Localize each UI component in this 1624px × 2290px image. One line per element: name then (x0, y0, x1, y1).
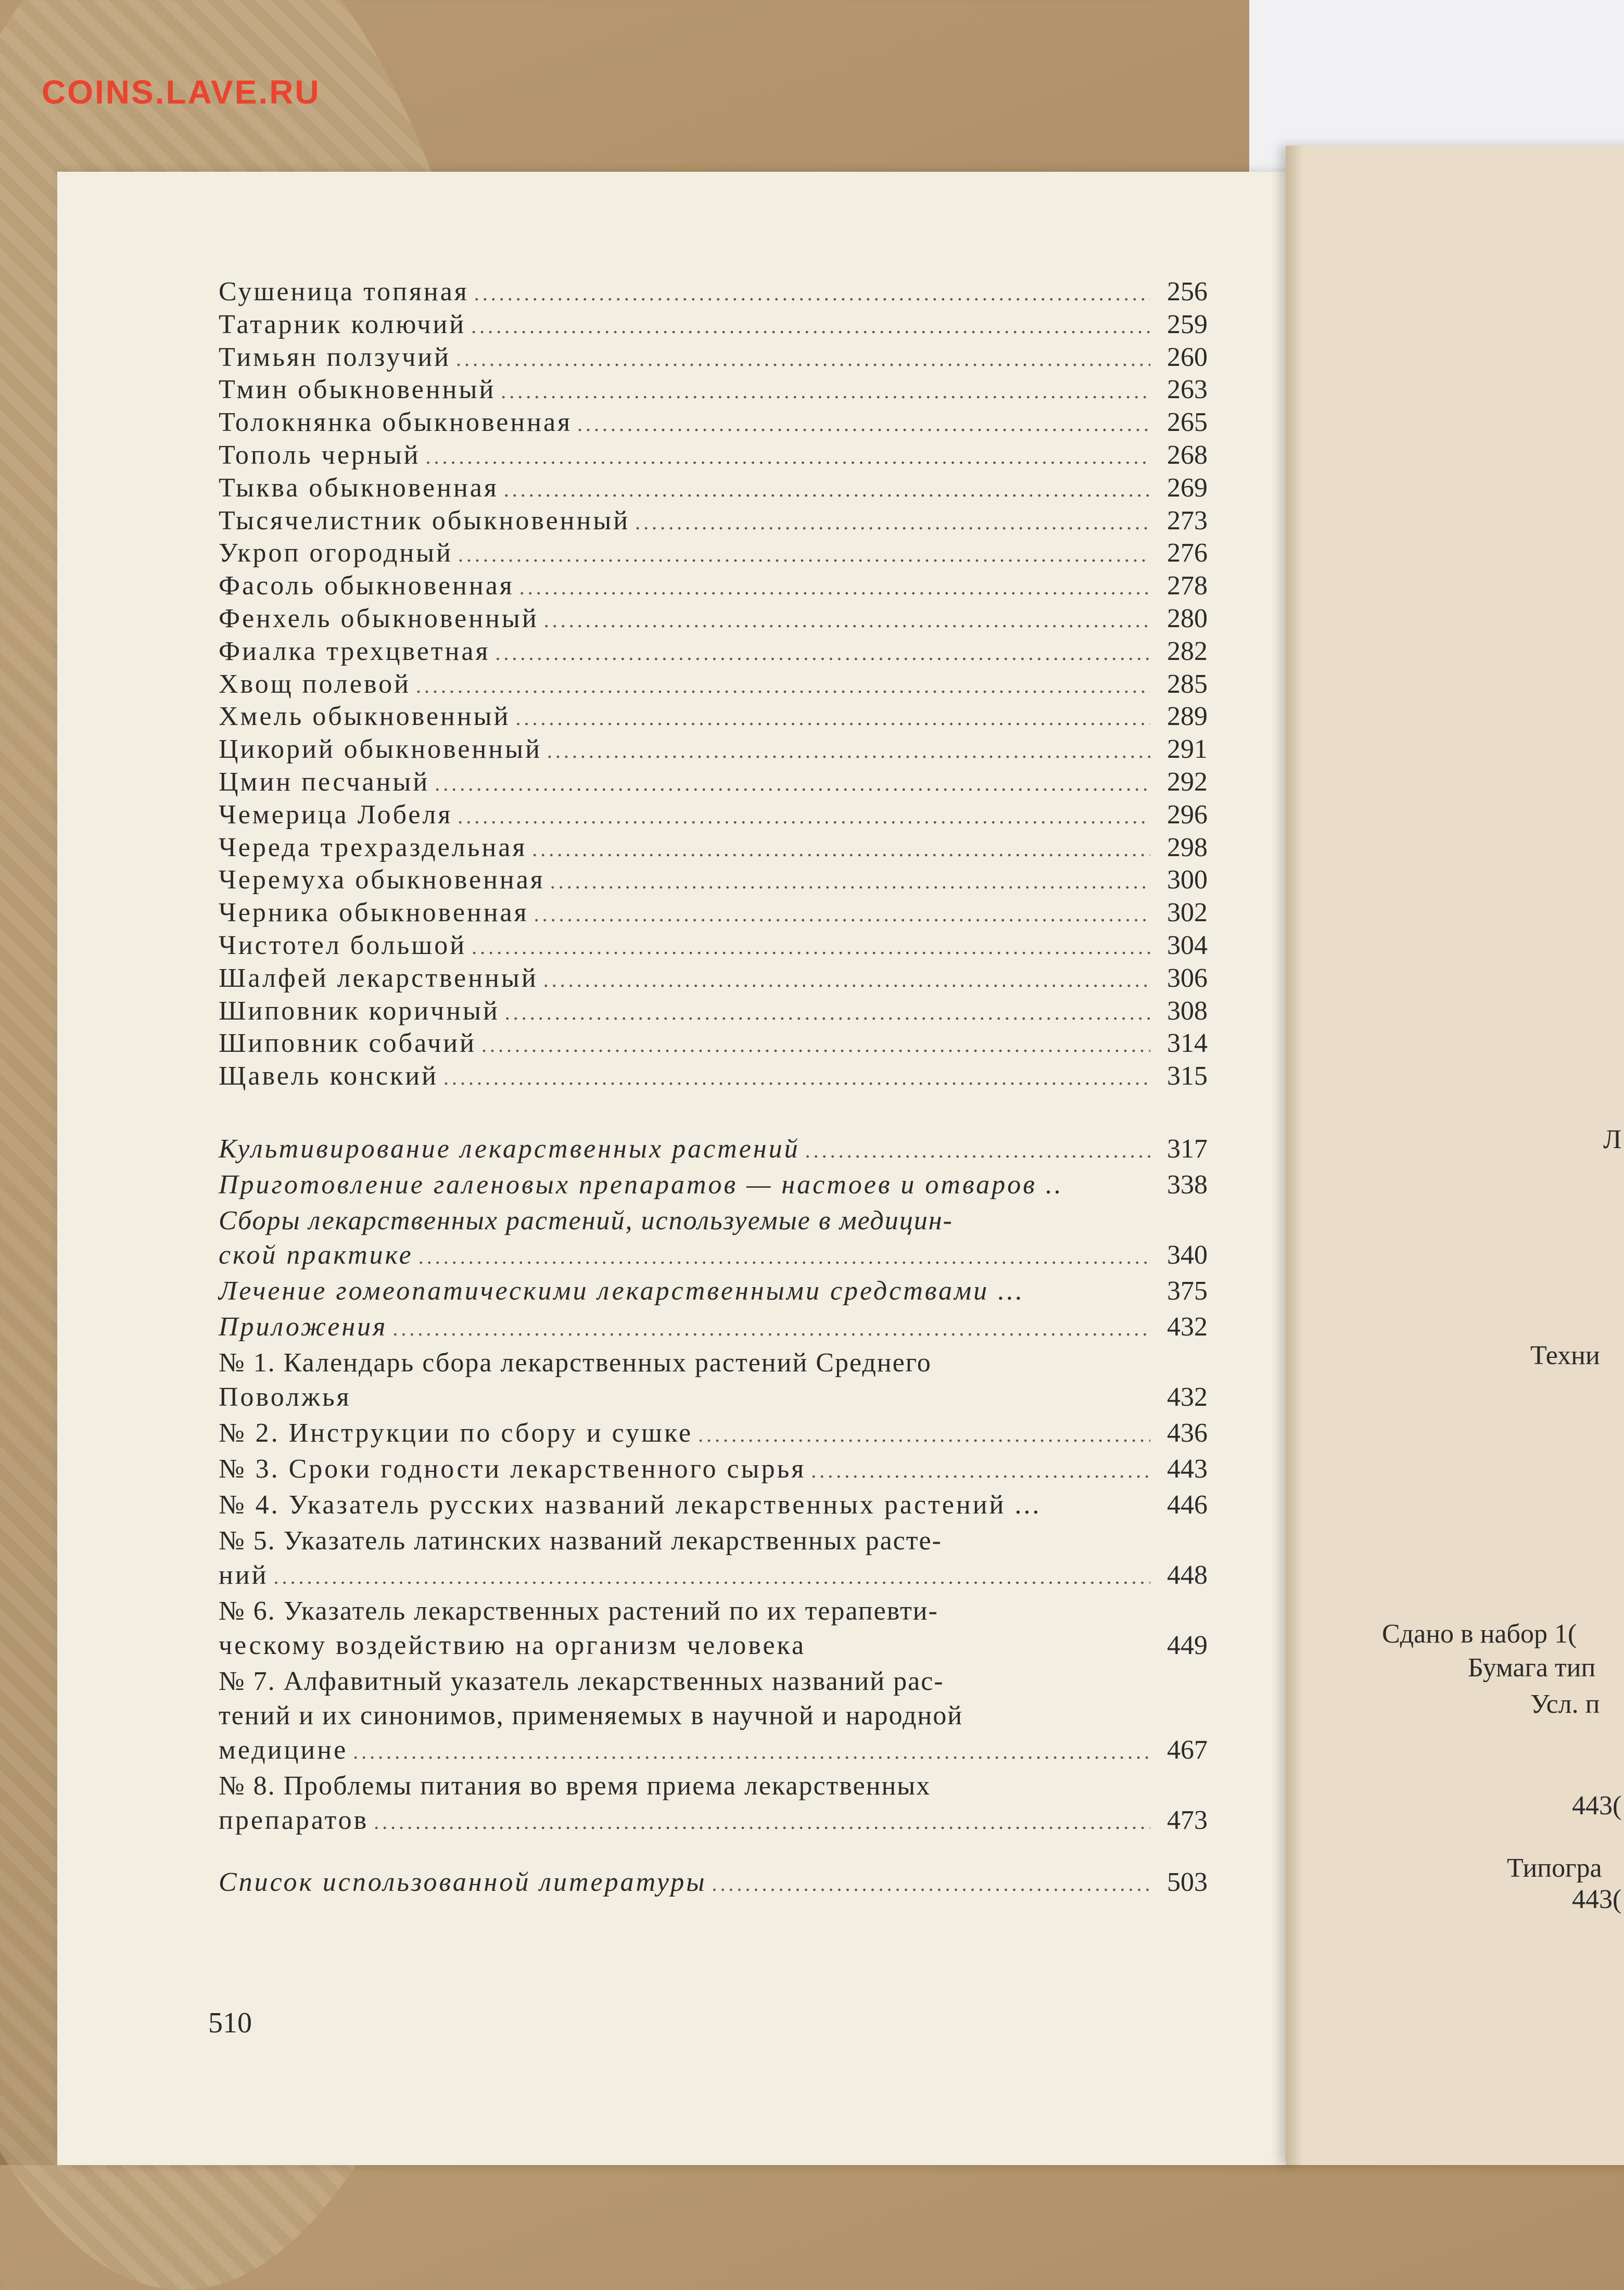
toc-entry-page: 276 (1167, 538, 1208, 568)
dot-leader (519, 571, 1150, 604)
appendix-page: 449 (1167, 1631, 1208, 1660)
dot-leader (495, 637, 1150, 670)
toc-entry-page: 315 (1167, 1061, 1208, 1091)
dot-leader (532, 833, 1150, 866)
toc-entry-name: Тимьян ползучий (219, 342, 451, 372)
toc-entry-page: 285 (1167, 669, 1208, 699)
appendix-page: 473 (1167, 1805, 1208, 1835)
appendix-title-line2: ний (219, 1560, 269, 1590)
dot-leader (353, 1735, 1150, 1769)
appendix-title-line2: Поволжья (219, 1382, 351, 1412)
toc-row (219, 374, 1208, 406)
toc-entry-name: Тмин обыкновенный (219, 375, 496, 405)
dot-leader (805, 1134, 1150, 1168)
toc-row (219, 962, 1208, 995)
dot-leader (481, 1029, 1150, 1062)
toc-entry-name: Хмель обыкновенный (219, 702, 511, 732)
toc-entry-page: 263 (1167, 375, 1208, 405)
appendix-row (219, 1452, 1208, 1488)
dot-leader (374, 1805, 1150, 1839)
toc-row (219, 864, 1208, 897)
appendix-page: 446 (1167, 1490, 1208, 1520)
toc-entry-name: Фенхель обыкновенный (219, 603, 539, 633)
toc-entry-page: 302 (1167, 898, 1208, 928)
toc-row (219, 1027, 1208, 1060)
toc-entry-name: Толокнянка обыкновенная (219, 408, 572, 438)
dot-leader (544, 604, 1150, 637)
appendix-row (219, 1733, 1208, 1769)
dot-leader (435, 768, 1150, 800)
toc-section-row (219, 1132, 1208, 1168)
appendix-row (219, 1416, 1208, 1452)
toc-row (219, 799, 1208, 832)
dot-leader (501, 375, 1150, 408)
toc-entry-name: Сушеница топяная (219, 277, 469, 307)
dot-leader (698, 1418, 1150, 1452)
toc-entry-name: Фиалка трехцветная (219, 636, 490, 666)
dot-leader (458, 539, 1150, 571)
toc-section-row (219, 1168, 1208, 1204)
right-page-fragment: Техни (1530, 1341, 1600, 1370)
right-page-fragment: Усл. п (1530, 1689, 1600, 1719)
toc-entry-page: 269 (1167, 473, 1208, 503)
toc-entry-name: Татарник колючий (219, 309, 466, 339)
dot-leader (515, 702, 1150, 735)
appendix-title: № 3. Сроки годности лекарственного сырья (219, 1454, 806, 1484)
section-title: Культивирование лекарственных растений (219, 1134, 800, 1164)
appendix-page: 443 (1167, 1454, 1208, 1484)
toc-entry-page: 256 (1167, 277, 1208, 307)
toc-entry-page: 306 (1167, 963, 1208, 993)
right-page-fragment: Бумага тип (1468, 1653, 1596, 1683)
right-page-fragment: 443( (1572, 1791, 1622, 1821)
dot-leader (504, 474, 1150, 506)
dot-leader (577, 408, 1150, 441)
appendix-row (219, 1629, 1208, 1664)
toc-entry-name: Хвощ полевой (219, 669, 411, 699)
toc-entry-page: 259 (1167, 309, 1208, 339)
section-title: Приложения (219, 1312, 388, 1342)
dot-leader (418, 1240, 1150, 1274)
dot-leader (472, 931, 1150, 964)
toc-entry-page: 289 (1167, 702, 1208, 732)
section-title: Лечение гомеопатическими лекарственными средствами ... (219, 1276, 1025, 1306)
toc-row (219, 733, 1208, 766)
toc-entry-name: Цикорий обыкновенный (219, 734, 542, 765)
toc-entry-page: 292 (1167, 767, 1208, 797)
toc-row (219, 472, 1208, 505)
toc-entry-name: Чемерица Лобеля (219, 799, 453, 830)
toc-entry-page: 300 (1167, 865, 1208, 895)
toc-entry-page: 296 (1167, 799, 1208, 830)
toc-row (219, 505, 1208, 538)
toc-entry-name: Фасоль обыкновенная (219, 571, 514, 601)
dot-leader (534, 898, 1150, 931)
appendix-title-line2: ческому воздействию на организм человека (219, 1631, 806, 1660)
toc-row (219, 570, 1208, 603)
toc-entry-page: 298 (1167, 832, 1208, 862)
dot-leader (416, 670, 1150, 703)
toc-entry-page: 282 (1167, 636, 1208, 666)
appendix-row (219, 1380, 1208, 1416)
toc-row (219, 439, 1208, 472)
appendix-title-line1: № 8. Проблемы питания во время приема лекарственных (219, 1771, 931, 1801)
toc-entry-name: Цмин песчаный (219, 767, 430, 797)
toc-row (219, 341, 1208, 374)
toc-row (219, 309, 1208, 341)
toc-entry-page: 308 (1167, 996, 1208, 1026)
appendix-title-line2: тений и их синонимов, применяемых в научной и народной (219, 1701, 963, 1731)
toc-entry-name: Укроп огородный (219, 538, 453, 568)
toc-entry-page: 291 (1167, 734, 1208, 765)
toc-entry-name: Шиповник собачий (219, 1028, 476, 1059)
dot-leader (550, 866, 1150, 898)
appendix-title-line3: медицине (219, 1735, 348, 1765)
dot-leader (273, 1560, 1150, 1594)
literature-title: Список использованной литературы (219, 1867, 707, 1897)
toc-row (219, 701, 1208, 733)
right-page-fragment: Л (1603, 1125, 1622, 1154)
dot-leader (392, 1312, 1150, 1346)
dot-leader (547, 735, 1150, 768)
section-page: 432 (1167, 1312, 1208, 1342)
section-title-line1: Сборы лекарственных растений, используемые в медицин- (219, 1206, 953, 1236)
toc-sections (219, 1132, 1208, 1901)
toc-entry-page: 280 (1167, 603, 1208, 633)
appendix-title: № 2. Инструкции по сбору и сушке (219, 1418, 693, 1448)
dot-leader (543, 964, 1150, 997)
right-page-fragment: 443( (1572, 1885, 1622, 1914)
dot-leader (712, 1867, 1150, 1901)
toc-row (219, 668, 1208, 701)
toc-entry-page: 314 (1167, 1028, 1208, 1059)
appendix-title-line1: № 1. Календарь сбора лекарственных растений Среднего (219, 1348, 932, 1378)
dot-leader (443, 1062, 1150, 1095)
section-title-line2: ской практике (219, 1240, 413, 1270)
toc-entry-name: Тополь черный (219, 440, 421, 470)
toc-row (219, 537, 1208, 570)
toc-row (219, 406, 1208, 439)
dot-leader (474, 277, 1150, 310)
section-title: Приготовление галеновых препаратов — настоев и отваров .. (219, 1170, 1063, 1200)
dot-leader (811, 1454, 1150, 1488)
toc-section-row (219, 1310, 1208, 1346)
section-page: 317 (1167, 1134, 1208, 1164)
toc-entry-name: Щавель конский (219, 1061, 438, 1091)
toc-entry-page: 273 (1167, 505, 1208, 536)
toc-entry-name: Черемуха обыкновенная (219, 865, 545, 895)
toc-row (219, 832, 1208, 864)
toc-section-row (219, 1865, 1208, 1901)
section-page: 375 (1167, 1276, 1208, 1306)
appendix-row (219, 1558, 1208, 1594)
appendix-page: 467 (1167, 1735, 1208, 1765)
section-page: 340 (1167, 1240, 1208, 1270)
appendix-page: 448 (1167, 1560, 1208, 1590)
appendix-page: 432 (1167, 1382, 1208, 1412)
page-number: 510 (208, 2007, 252, 2039)
toc-entry-name: Тысячелистник обыкновенный (219, 505, 630, 536)
dot-leader (505, 997, 1150, 1029)
appendix-row (219, 1488, 1208, 1524)
toc-row (219, 635, 1208, 668)
dot-leader (458, 800, 1150, 833)
appendix-title-line1: № 6. Указатель лекарственных растений по их терапевти- (219, 1596, 938, 1626)
appendix-title-line2: препаратов (219, 1805, 369, 1835)
toc-entry-page: 260 (1167, 342, 1208, 372)
appendix-title-line1: № 5. Указатель латинских названий лекарственных расте- (219, 1526, 942, 1556)
appendix-row (219, 1803, 1208, 1839)
toc-entry-page: 304 (1167, 930, 1208, 960)
literature-page: 503 (1167, 1867, 1208, 1897)
toc-row (219, 897, 1208, 930)
toc-entry-name: Тыква обыкновенная (219, 473, 499, 503)
toc-entry-name: Череда трехраздельная (219, 832, 527, 862)
toc-row (219, 766, 1208, 799)
dot-leader (426, 441, 1151, 474)
toc-row (219, 930, 1208, 962)
toc-plant-list (219, 276, 1208, 1093)
toc-row (219, 1060, 1208, 1093)
watermark: COINS.LAVE.RU (42, 73, 321, 111)
toc-entry-name: Черника обыкновенная (219, 898, 529, 928)
dot-leader (456, 343, 1150, 376)
toc-row (219, 276, 1208, 309)
toc-entry-page: 265 (1167, 408, 1208, 438)
appendix-title-line1: № 7. Алфавитный указатель лекарственных названий рас- (219, 1666, 944, 1696)
toc-entry-page: 278 (1167, 571, 1208, 601)
dot-leader (635, 506, 1150, 539)
toc-row (219, 603, 1208, 635)
appendix-title: № 4. Указатель русских названий лекарственных растений ... (219, 1490, 1042, 1520)
dot-leader (471, 310, 1150, 343)
appendix-page: 436 (1167, 1418, 1208, 1448)
toc-section-row (219, 1274, 1208, 1310)
toc-entry-name: Чистотел большой (219, 930, 467, 960)
toc-row (219, 995, 1208, 1028)
right-page-fragment: Сдано в набор 1( (1382, 1619, 1577, 1649)
section-page: 338 (1167, 1170, 1208, 1200)
toc-section-row (219, 1238, 1208, 1274)
right-page-fragment: Типогра (1507, 1853, 1602, 1883)
toc-entry-name: Шалфей лекарственный (219, 963, 538, 993)
toc-entry-page: 268 (1167, 440, 1208, 470)
book-spine (1286, 146, 1303, 2165)
toc-entry-name: Шиповник коричный (219, 996, 500, 1026)
